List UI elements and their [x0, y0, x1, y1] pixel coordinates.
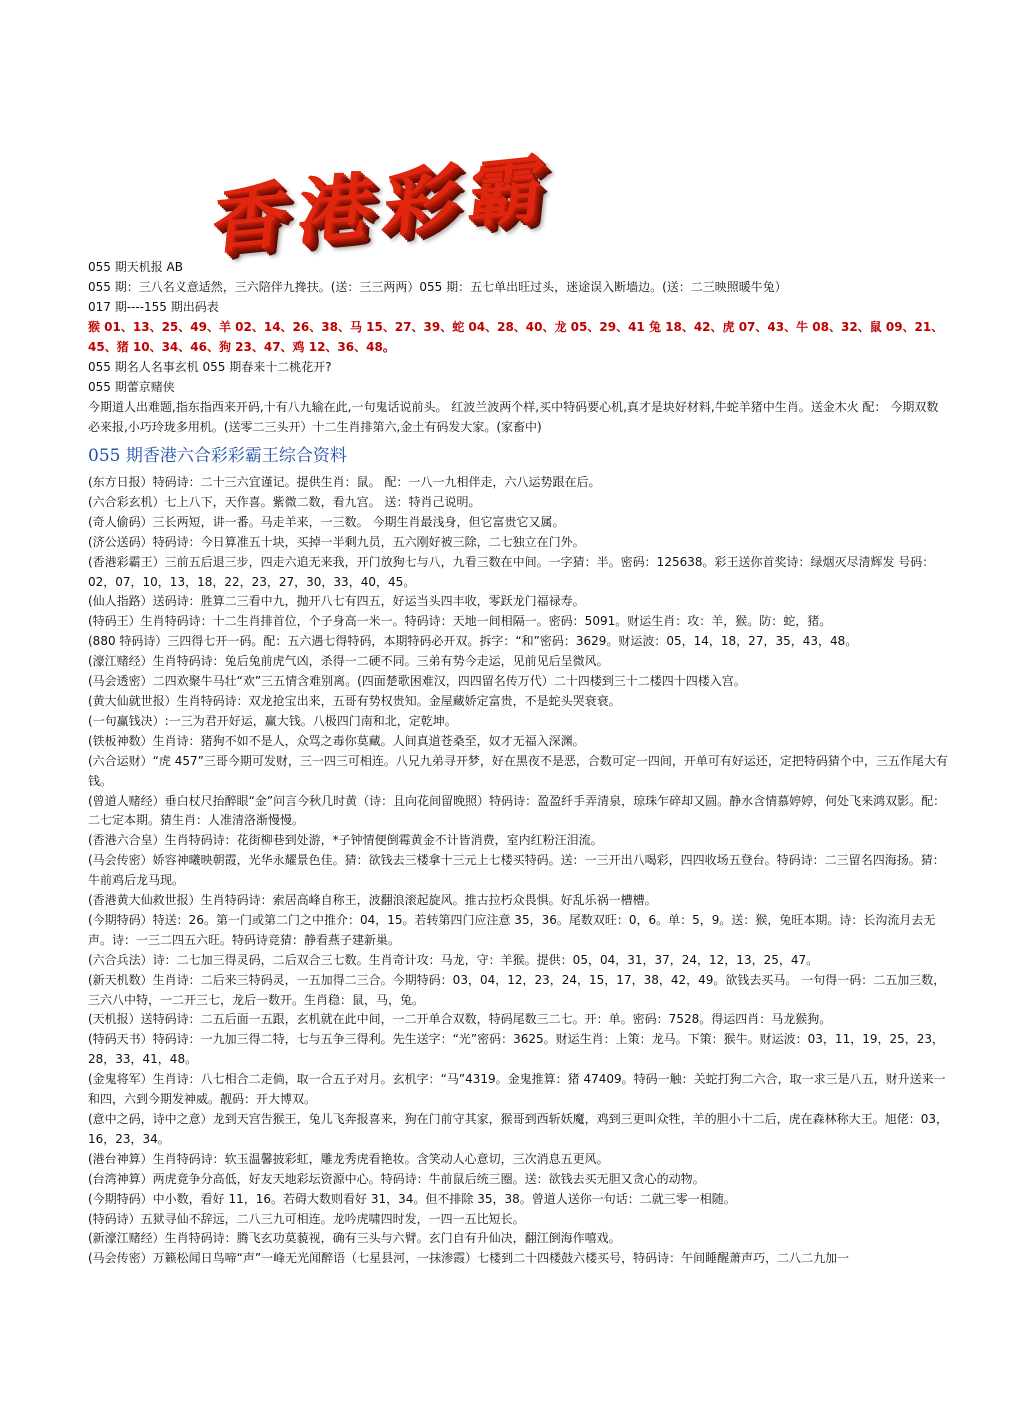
- entry: (奇人偷码）三长两短，讲一番。马走羊来，一三数。 今期生肖最浅身，但它富贵它又属。: [88, 514, 565, 529]
- entry: (港台神算）生肖特码诗：软玉温馨披彩虹，雕龙秀虎看艳妆。含笑动人心意切，三次消息五更风。: [88, 1151, 609, 1166]
- entry: (意中之码，诗中之意）龙到天宫告猴王，兔儿飞奔报喜来，狗在门前守其家，猴哥到西斩妖魔，鸡到三更叫众牲，羊的胆小十二后，虎在森林称大王。旭佬：03，16，23，34。: [88, 1112, 948, 1146]
- entry: (香港彩霸王）三前五后退三步，四走六追无来我，开门放狗七与八，九看三数在中间。一字猜：半。密码：125638。彩王送你首奖诗：绿烟灭尽清辉发 号码：02，07，10，13，18，22，23，27，30，33，40，45。: [88, 554, 935, 589]
- entry: (香港六合皇）生肖特码诗：花街柳巷到处游，*子钟情便倒霉黄金不计皆消费，室内红粉汪泪流。: [88, 833, 603, 848]
- entry: (东方日报）特码诗：二十三六宜谨记。提供生肖：鼠。 配：一八一九相伴走，六八运势跟在后。: [88, 475, 601, 489]
- entry: (新天机数）生肖诗：二后来三特码灵，一五加得二三合。今期特码：03，04，12，23，24，15，17，38，42，49。欲钱去买马。 一句得一码：二五加三数，三六八中特，一二开三七，龙后一数开。生肖稳：鼠，马，兔。: [88, 972, 946, 1007]
- entry: (特码天书）特码诗：一九加三得二特，七与五争三得利。先生送字：“光”密码：3625。财运生肖：上策：龙马。下策：猴牛。财运波：03，11，19，25，23，28，33，41，48。: [88, 1032, 945, 1067]
- entry: (天机报）送特码诗：二五后面一五跟，玄机就在此中间，一二开单合双数，特码尾数三二七。开：单。密码：7528。得运四肖：马龙猴狗。: [88, 1012, 832, 1027]
- entry: (马会透密）二四欢聚牛马壮“欢”三五情含难别离。(四面楚歌困难汉，四四留名传万代）二十四楼到三十二楼四十四楼入宫。: [88, 674, 746, 689]
- entry: (今期特码）中小数，看好 11，16。若碍大数则看好 31，34。但不排除 35，38。曾道人送你一句话：二就三零一相随。: [88, 1191, 736, 1206]
- entry: (黄大仙就世报）生肖特码诗：双龙抢宝出来，五哥有势权贵知。金屋藏娇定富贵，不是蛇头哭衰衰。: [88, 693, 621, 708]
- code-table: 猴 01、13、25、49、羊 02、14、26、38、马 15、27、39、蛇 04、28、40、龙 05、29、41 兔 18、42、虎 07、43、牛 08、32、鼠 09、21、45、猪 10、34、46、狗 23、47、鸡 12、36、48。: [88, 320, 944, 354]
- entry: (香港黄大仙救世报）生肖特码诗：索居高峰自称王，波翻浪滚起旋风。推古拉朽众畏惧。好乱乐祸一槽槽。: [88, 893, 657, 908]
- entry: (濠江赌经）生肖特码诗：兔后兔前虎气凶，杀得一二硬不同。三弟有势今走运，见前见后呈微风。: [88, 654, 609, 669]
- entry: (新濠江赌经）生肖特码诗：腾飞玄功莫藐视，确有三头与六臂。玄门自有升仙决，翻江倒海作嘻戏。: [88, 1231, 621, 1246]
- logo-text: 香港彩霸: [208, 129, 561, 270]
- section-heading: 055 期香港六合彩彩霸王综合资料: [88, 446, 347, 466]
- intro-line-1: 055 期天机报 AB: [88, 260, 183, 274]
- entry: (金鬼将军）生肖诗：八七相合二走倘，取一合五子对月。玄机字：“马”4319。金鬼推算：猪 47409。特码一触：关蛇打狗二六合，取一求三是八五，财升送来一和四，六到今期发神威。靓码：开大博双。: [88, 1072, 946, 1107]
- entry: (一句赢钱决）:一三为君开好运，赢大钱。八极四门南和北，定乾坤。: [88, 713, 457, 728]
- entry: (仙人指路）送码诗：胜算二三看中九，抛开八七有四五，好运当头四丰收，零跃龙门福禄寿。: [88, 594, 585, 609]
- intro2-line-3: 今期道人出难题,指东指西来开码,十有八九输在此,一句鬼话说前头。 红波兰波两个样,买中特码要心机,真才是块好材料,牛蛇羊猪中生肖。送金木火 配： 今期双数必来报,小巧玲珑多用机。(送零二三头开）十二生肖排第六,金土有码发大家。(家畜中): [88, 400, 939, 434]
- entry: (马会传密）娇容神曦映朝霞，光华永耀景色佳。猜：欲钱去三楼拿十三元上七楼买特码。送：一三开出八喝彩，四四收场五登台。特码诗：二三留名四海扬。猜：牛前鸡后龙马现。: [88, 853, 945, 888]
- entry: (特码王）生肖特码诗：十二生肖排首位，个子身高一米一。特码诗：天地一间相隔一。密码：5091。财运生肖：攻：羊，猴。防：蛇，猪。: [88, 614, 832, 629]
- entry: (铁板神数）生肖诗：猪狗不如不是人，众骂之毒你莫藏。人间真道苍桑至，奴才无福入深渊。: [88, 733, 585, 748]
- entry: (六合兵法）诗：二七加三得灵码，二后双合三七数。生肖奇计攻：马龙，守：羊猴。提供：05，04，31，37，24，12，13，25，47。: [88, 952, 819, 967]
- entry: (台湾神算）两虎竟争分高低，好友天地彩坛资源中心。特码诗：牛前鼠后统三圈。送：欲钱去买无胆又贪心的动物。: [88, 1171, 705, 1186]
- entry: (济公送码）特码诗：今日算准五十块，买掉一半剩九员，五六刚好被三除，二七独立在门外。: [88, 534, 585, 549]
- entry: (今期特码）特送：26。第一门或第二门之中推介：04，15。若转第四门应注意 35，36。尾数双旺：0，6。单：5，9。送：猴，兔旺本期。诗：长沟流月去无声。诗：一三二四五六旺。特码诗竞猜：静看燕子建新巢。: [88, 912, 936, 947]
- entry: (六合彩玄机）七上八下，天作喜。紫微二数，看九宫。 送：特肖己说明。: [88, 494, 481, 509]
- entry: (特码诗）五狱寻仙不辞远，二八三九可相连。龙吟虎啸四时发，一四一五比短长。: [88, 1211, 525, 1226]
- intro-line-3: 017 期----155 期出码表: [88, 300, 219, 314]
- intro-line-2: 055 期：三八名义意适然，三六陪伴九搀扶。(送：三三两两）055 期：五七单出旺过头，迷途误入断墙边。(送：二三映照暖牛兔）: [88, 280, 787, 294]
- intro2-line-1: 055 期名人名事玄机 055 期春来十二桃花开?: [88, 360, 332, 374]
- entries-list: [88, 473, 950, 1266]
- entry: (曾道人赌经）垂白杖尺抬醉眼“金”问言今秋几时黄（诗：且向花间留晚照）特码诗：盈盈纤手弄清泉，琼珠乍碎却又圆。静水含情慕婷婷，何处飞来鸿双影。配：二七定本期。猜生肖：人准清洛渐慢慢。: [88, 793, 946, 828]
- intro2-line-2: 055 期蕾京赌侠: [88, 380, 175, 394]
- entry: (六合运财）“虎 457”三哥今期可发财，三一四三可相连。八兄九弟寻开梦，好在黑夜不是恶，合数可定一四间，开单可有好运还，定把特码猜个中，三五作尾大有钱。: [88, 753, 948, 788]
- document-body: [88, 257, 950, 1266]
- banner-logo: [207, 140, 590, 266]
- entry-cut-off: (马会传密）万籁松闻日鸟啼“声”一峰无光闻醉语（七星县河，一抹渗霞）七楼到二十四楼鼓六楼买号，特码诗：午间睡醒萧声巧，二八二九加一: [88, 1251, 850, 1266]
- entry: (880 特码诗）三四得七开一码。配：五六遇七得特码，本期特码必开双。拆字：“和”密码：3629。财运波：05，14，18，27，35，43，48。: [88, 634, 858, 649]
